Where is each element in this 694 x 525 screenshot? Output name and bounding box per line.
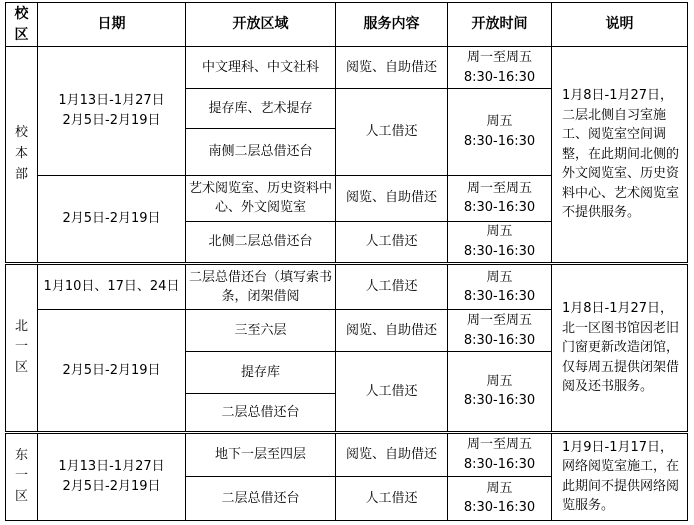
header-area: 开放区域	[186, 3, 336, 47]
hours-cell	[448, 476, 552, 520]
hours-cell	[448, 175, 552, 221]
hours-time: 8:30-16:30	[463, 456, 536, 472]
service-cell: 人工借还	[336, 352, 448, 432]
date-line: 2月5日-2月19日	[62, 478, 161, 494]
header-row	[6, 3, 688, 47]
hours-days: 周一至周五	[466, 437, 532, 453]
hours-cell	[448, 263, 552, 309]
campus-label: 北 一 区	[14, 318, 28, 376]
hours-days: 周五	[486, 224, 513, 240]
hours-time: 8:30-16:30	[463, 243, 536, 259]
hours-cell	[448, 310, 552, 352]
date-cell: 2月5日-2月19日	[38, 310, 186, 432]
hours-cell	[448, 221, 552, 263]
service-cell: 人工借还	[336, 221, 448, 263]
hours-time: 8:30-16:30	[463, 393, 536, 409]
campus-name-east	[6, 432, 38, 520]
area-cell: 二层总借还台	[186, 476, 336, 520]
date-cell: 1月10日、17日、24日	[38, 263, 186, 309]
campus-name-north	[6, 263, 38, 432]
schedule-table	[5, 2, 688, 521]
hours-time: 8:30-16:30	[463, 332, 536, 348]
area-cell: 中文理科、中文社科	[186, 47, 336, 89]
hours-days: 周五	[486, 269, 513, 285]
hours-days: 周一至周五	[466, 180, 532, 196]
area-cell: 提存库	[186, 352, 336, 394]
hours-time: 8:30-16:30	[463, 200, 536, 216]
area-cell: 地下一层至四层	[186, 432, 336, 476]
area-cell: 南侧二层总借还台	[186, 129, 336, 175]
hours-cell	[448, 89, 552, 175]
header-campus: 校区	[6, 3, 38, 47]
campus-label: 校 本 部	[14, 125, 28, 182]
header-service: 服务内容	[336, 3, 448, 47]
hours-time: 8:30-16:30	[463, 133, 536, 149]
hours-days: 周一至周五	[466, 50, 532, 66]
header-note: 说明	[552, 3, 688, 47]
hours-time: 8:30-16:30	[463, 500, 536, 516]
table-row	[6, 47, 688, 89]
date-line: 2月5日-2月19日	[62, 112, 161, 128]
service-cell: 人工借还	[336, 476, 448, 520]
hours-cell	[448, 47, 552, 89]
area-cell: 艺术阅览室、历史资料中心、外文阅览室	[186, 175, 336, 221]
campus-name-main	[6, 47, 38, 264]
header-date: 日期	[38, 3, 186, 47]
hours-days: 周五	[486, 480, 513, 496]
service-cell: 阅览、自助借还	[336, 310, 448, 352]
hours-time: 8:30-16:30	[463, 69, 536, 85]
area-cell: 北侧二层总借还台	[186, 221, 336, 263]
hours-cell	[448, 432, 552, 476]
date-cell: 2月5日-2月19日	[38, 175, 186, 263]
area-cell: 三至六层	[186, 310, 336, 352]
service-cell: 人工借还	[336, 89, 448, 175]
hours-days: 周五	[486, 114, 513, 130]
service-cell: 阅览、自助借还	[336, 47, 448, 89]
campus-label: 东 一 区	[14, 447, 28, 505]
note-cell: 1月9日-1月17日，网络阅览室施工，在此期间不提供网络阅览服务。	[552, 432, 688, 520]
service-cell: 阅览、自助借还	[336, 432, 448, 476]
date-cell	[38, 47, 186, 175]
table-row	[6, 263, 688, 309]
hours-cell	[448, 352, 552, 432]
hours-time: 8:30-16:30	[463, 289, 536, 305]
area-cell: 二层总借还台（填写索书条，闭架借阅	[186, 263, 336, 309]
note-cell: 1月8日-1月27日，二层北侧自习室施工、阅览室空间调整，在此期间北侧的外文阅览室、历史资料中心、艺术阅览室不提供服务。	[552, 47, 688, 264]
service-cell: 人工借还	[336, 263, 448, 309]
note-cell: 1月8日-1月27日，北一区图书馆因老旧门窗更新改造闭馆，仅每周五提供闭架借阅及还书服务。	[552, 263, 688, 432]
table-row	[6, 432, 688, 476]
header-hours: 开放时间	[448, 3, 552, 47]
service-cell: 阅览、自助借还	[336, 175, 448, 221]
area-cell: 二层总借还台	[186, 394, 336, 432]
hours-days: 周一至周五	[466, 313, 532, 329]
hours-days: 周五	[486, 373, 513, 389]
area-cell: 提存库、艺术提存	[186, 89, 336, 129]
date-line: 1月13日-1月27日	[58, 93, 165, 109]
date-cell	[38, 432, 186, 520]
date-line: 1月13日-1月27日	[58, 459, 165, 475]
